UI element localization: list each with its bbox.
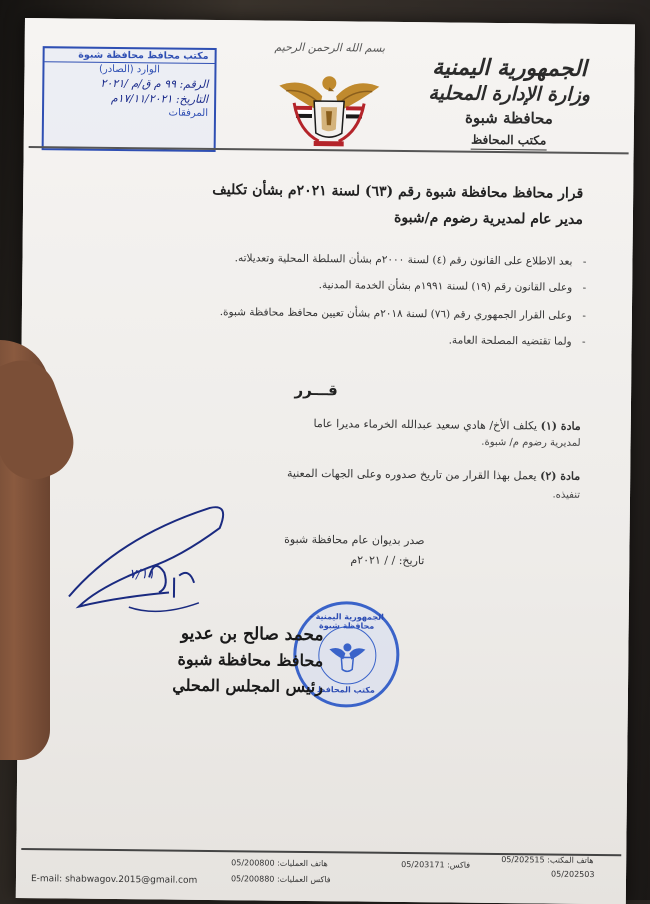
country-name: الجمهورية اليمنية [432, 54, 587, 82]
footer-ops-phone: هاتف العمليات: 05/200800 [231, 858, 328, 869]
article-1-text: يكلف الأخ/ هادي سعيد عبدالله الخرماء مديرا عاما [313, 417, 538, 433]
eagle-emblem-icon [264, 41, 395, 162]
issued-at: صدر بديوان عام محافظة شبوة [284, 532, 425, 548]
decides-heading: قـــرر [294, 380, 338, 400]
footer-email: E-mail: shabwagov.2015@gmail.com [30, 874, 198, 886]
signatory-council: رئيس المجلس المحلي [172, 675, 324, 697]
stamp-incoming: الوارد (الصادر) [98, 63, 160, 76]
governorate-name: محافظة شبوة [465, 108, 553, 128]
issue-date: تاريخ: / / ٢٠٢١م [350, 553, 425, 568]
document-footer [21, 848, 621, 896]
footer-phone: هاتف المكتب: 05/202515 [501, 855, 594, 865]
stamp-attachments: المرفقات [168, 107, 209, 119]
incoming-stamp [42, 46, 217, 152]
signatory-position: محافظ محافظة شبوة [177, 649, 324, 671]
document-page [16, 18, 635, 904]
stamp-number: الرقم: ٩٩ م ق/م /٢٠٢١ [100, 76, 209, 91]
yemen-emblem [264, 41, 395, 162]
stamp-title: مكتب محافظ محافظة شبوة [45, 48, 215, 64]
office-name: مكتب المحافظ [471, 133, 546, 151]
decision-title-line1: قرار محافظ محافظة شبوة رقم (٦٣) لسنة ٢٠٢١م بشأن تكليف [212, 181, 584, 202]
article-2-cont: تنفيذه. [552, 489, 581, 501]
ministry-name: وزارة الإدارة المحلية [428, 82, 591, 106]
preamble-item: وعلى القانون رقم (١٩) لسنة ١٩٩١م بشأن الخدمة المدنية. - [102, 277, 572, 294]
article-1-cont: لمديرية رضوم م/ شبوة. [481, 436, 581, 449]
article-2-text: يعمل بهذا القرار من تاريخ صدوره وعلى الجهات المعنية [286, 466, 537, 483]
footer-ops-fax: فاكس العمليات: 05/200880 [230, 874, 331, 885]
round-stamp-top: الجمهورية اليمنية - محافظة شبوة [309, 612, 384, 631]
footer-fax: فاكس: 05/203171 [401, 859, 471, 870]
preamble-item: ولما تقتضيه المصلحة العامة. - [102, 331, 572, 348]
decision-title-line2: مدير عام لمديرية رضوم م/شبوة [393, 209, 584, 228]
signatory-name: محمد صالح بن عديو [180, 623, 324, 646]
article-1-label: مادة (١) [540, 419, 581, 433]
preamble-item: بعد الاطلاع على القانون رقم (٤) لسنة ٢٠٠٠م بشأن السلطة المحلية وتعديلاته. - [102, 251, 572, 268]
article-2-label: مادة (٢) [540, 469, 581, 483]
preamble-item: وعلى القرار الجمهوري رقم (٧٦) لسنة ٢٠١٨م بشأن تعيين محافظ محافظة شبوة. - [102, 305, 572, 322]
basmala: بسم الله الرحمن الرحيم [274, 40, 386, 55]
round-stamp-bottom: مكتب المحافظ [317, 685, 375, 695]
stamp-date: التاريخ: ١٧/١١/٢٠٢١م [110, 91, 209, 106]
handwritten-date: ٧/١١ [129, 567, 155, 583]
footer-phone-2: 05/202503 [551, 869, 595, 880]
letterhead [424, 54, 595, 151]
emblem-icon [319, 627, 376, 684]
